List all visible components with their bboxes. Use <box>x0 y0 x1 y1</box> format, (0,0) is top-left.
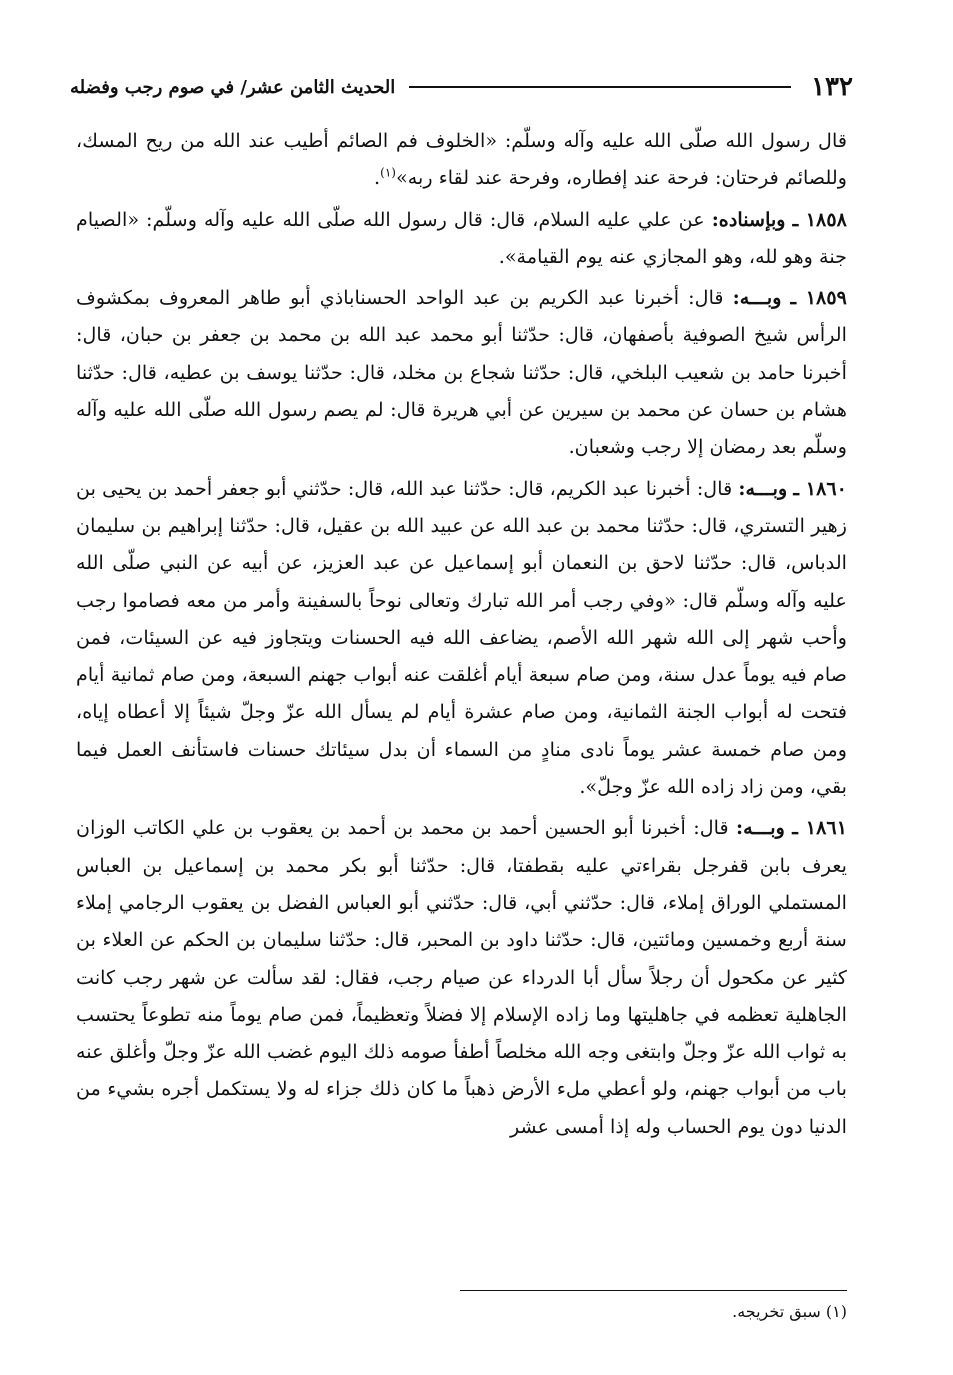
hadith-paragraph <box>76 201 847 276</box>
hadith-lead: وبإسناده: <box>711 207 786 231</box>
paragraph-text: قال: أخبرنا عبد الكريم بن عبد الواحد الحسناباذي أبو طاهر المعروف بمكشوف الرأس شيخ الصوفية بأصفهان، قال: حدّثنا أبو محمد عبد الله بن محمد بن جعفر بن حبان، قال: أخبرنا حامد بن شعيب البلخي، قال: حدّثنا شجاع بن مخلد، قال: حدّثنا يوسف بن عطيه، قال: حدّثنا هشام بن حسان عن محمد بن سيرين عن أبي هريرة قال: لم يصم رسول الله صلّى الله عليه وآله وسلّم بعد رمضان إلا رجب وشعبان. <box>76 286 847 459</box>
header-rule <box>409 86 791 88</box>
hadith-paragraph <box>76 470 847 806</box>
hadith-lead: وبـــه: <box>738 476 788 500</box>
paragraph-text: قال: أخبرنا أبو الحسين أحمد بن محمد بن أحمد بن يعقوب بن علي الكاتب الوزان يعرف بابن قفرجل بقراءتي عليه بقطفتا، قال: حدّثنا أبو بكر محمد بن إسماعيل بن العباس المستملي الوراق إملاء، قال: حدّثني أبي، قال: حدّثني أبو العباس الفضل بن يعقوب الرجامي إملاء سنة أربع وخمسين ومائتين، قال: حدّثنا داود بن المحبر، قال: حدّثنا سليمان بن الحكم عن العلاء بن كثير عن مكحول أن رجلاً سأل أبا الدرداء عن صيام رجب، فقال: لقد سألت عن شهر رجب كانت الجاهلية تعظمه في جاهليتها وما زاده الإسلام إلا فضلاً وتعظيماً، فمن صام يوماً منه تطوعاً يحتسب به ثواب الله عزّ وجلّ وابتغى وجه الله مخلصاً أطفأ صومه ذلك اليوم غضب الله عزّ وجلّ وأغلق عنه باب من أبواب جهنم، ولو أعطي ملء الأرض ذهباً ما كان ذلك جزاء له ولا يستكمل أجره بشيء من الدنيا دون يوم الحساب وله إذا أمسى عشر <box>76 816 847 1138</box>
hadith-paragraph <box>76 809 847 1145</box>
hadith-number: ١٨٥٨ ـ <box>792 207 847 231</box>
page-number: ١٣٢ <box>811 72 853 102</box>
hadith-paragraph <box>76 279 847 465</box>
paragraph-tail: . <box>374 166 381 190</box>
body-text <box>76 122 847 1149</box>
page-header <box>70 72 853 102</box>
paragraph-text: قال: أخبرنا عبد الكريم، قال: حدّثنا عبد الله، قال: حدّثني أبو جعفر أحمد بن يحيى بن زهير التستري، قال: حدّثنا محمد بن عبد الله عن عبيد الله بن عقيل، قال: حدّثنا إبراهيم بن سليمان الدباس، قال: حدّثنا لاحق بن النعمان أبو إسماعيل عن عبد العزيز، عن أبيه عن النبي صلّى الله عليه وآله وسلّم قال: «وفي رجب أمر الله تبارك وتعالى نوحاً بالسفينة وأمر من معه فصاموا رجب وأحب شهر إلى الله شهر الله الأصم، يضاعف الله فيه الحسنات ويتجاوز فيه عن السيئات، فمن صام فيه يوماً عدل سنة، ومن صام سبعة أيام أغلقت عنه أبواب جهنم السبعة، ومن صام ثمانية أيام فتحت له أبواب الجنة الثمانية، ومن صام عشرة أيام لم يسأل الله عزّ وجلّ شيئاً إلا أعطاه إياه، ومن صام خمسة عشر يوماً نادى منادٍ من السماء أن بدل سيئاتك حسنات فاستأنف العمل فيما بقي، ومن زاد زاده الله عزّ وجلّ». <box>76 476 847 799</box>
hadith-lead: وبـــه: <box>732 286 782 310</box>
paragraph-continuation <box>76 122 847 197</box>
hadith-number: ١٨٦٠ ـ <box>793 476 847 500</box>
footnote: (١) سبق تخريجه. <box>732 1302 847 1321</box>
hadith-number: ١٨٦١ ـ <box>792 816 848 840</box>
running-title: الحديث الثامن عشر/ في صوم رجب وفضله <box>70 76 396 98</box>
footnote-reference[interactable]: (١) <box>380 165 396 180</box>
paragraph-text: عن علي عليه السلام، قال: قال رسول الله صلّى الله عليه وآله وسلّم: «الصيام جنة وهو لله، وهو المجازي عنه يوم القيامة». <box>76 207 847 268</box>
hadith-number: ١٨٥٩ ـ <box>790 286 847 310</box>
paragraph-text: قال رسول الله صلّى الله عليه وآله وسلّم: «الخلوف فم الصائم أطيب عند الله من ريح المسك، وللصائم فرحتان: فرحة عند إفطاره، وفرحة عند لقاء ربه» <box>76 129 847 190</box>
footnote-rule <box>460 1290 847 1291</box>
hadith-lead: وبـــه: <box>736 816 785 840</box>
